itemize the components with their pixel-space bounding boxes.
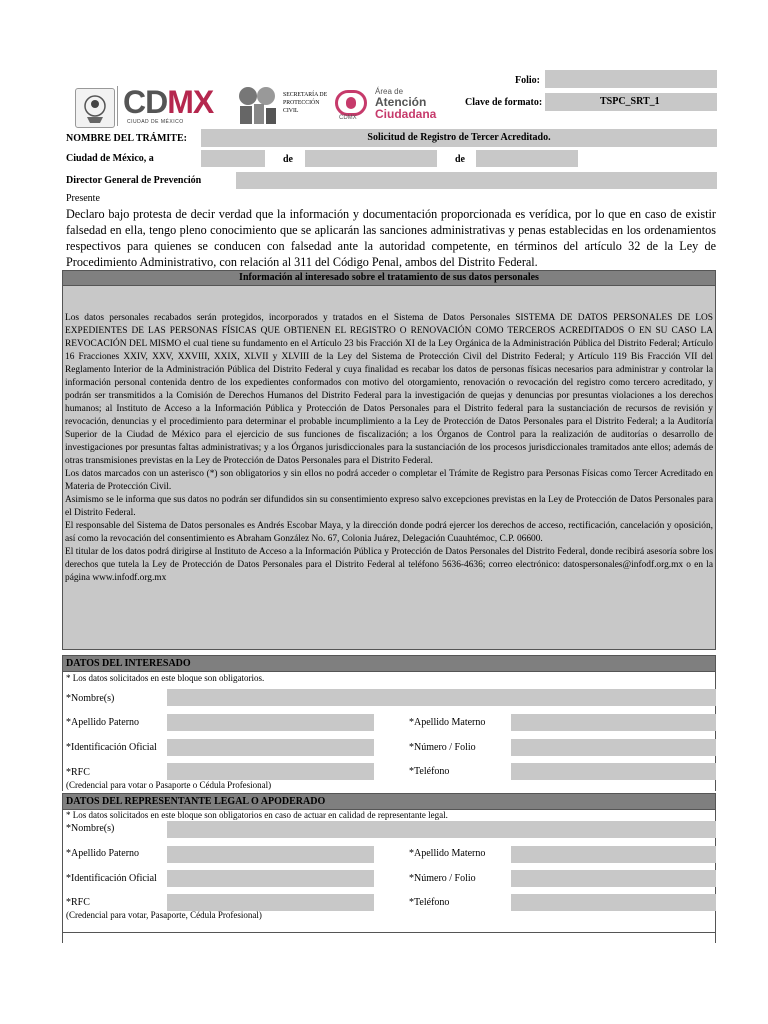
interesado-credencial-note: (Credencial para votar o Pasaporte o Cédula Profesional) [66,780,272,790]
interesado-paterno-label: *Apellido Paterno [66,717,140,728]
presente-label: Presente [66,193,100,204]
fecha-anio-field[interactable] [476,150,578,167]
folio-label: Folio: [515,75,540,86]
interesado-rfc-label: *RFC [66,767,90,778]
info-box-title: Información al interesado sobre el tratamiento de sus datos personales [63,271,715,286]
coat-of-arms-icon [75,88,115,128]
interesado-materno-label: *Apellido Materno [409,717,486,728]
secretaria-label: SECRETARÍA DE PROTECCIÓN CIVIL [283,92,328,114]
representante-materno-field[interactable] [511,846,716,863]
cdmx-wordmark: CDMX [123,84,214,120]
proteccion-civil-logo [236,86,280,126]
interesado-telefono-label: *Teléfono [409,766,450,777]
clave-formato-field: TSPC_SRT_1 [545,93,717,111]
director-field[interactable] [236,172,717,189]
representante-folio-field[interactable] [511,870,716,887]
ciudad-label: Ciudad de México, a [66,153,154,164]
info-box [62,270,716,650]
representante-rfc-field[interactable] [167,894,374,911]
info-box-body [63,286,715,585]
logo-cdmx [75,84,235,128]
interesado-folio-field[interactable] [511,739,716,756]
director-label: Director General de Prevención [66,175,202,186]
representante-paterno-label: *Apellido Paterno [66,848,140,859]
fecha-de-2: de [455,154,465,165]
representante-identificacion-label: *Identificación Oficial [66,873,157,884]
representante-telefono-field[interactable] [511,894,716,911]
fecha-de-1: de [283,154,293,165]
info-paragraph-4: El responsable del Sistema de Datos personales es Andrés Escobar Maya, y la dirección donde podrá ejercer los derechos de acceso, rectificación, cancelación y oposición, así como la revocación del consentimiento es Abraham González No. 67, Colonia Juárez, Delegación Cuauhtémoc, C.P. 06600. [65,521,713,544]
info-paragraph-1: Los datos personales recabados serán protegidos, incorporados y tratados en el Sistema de Datos Personales SISTEMA DE DATOS PERSONALES DE LOS EXPEDIENTES DE LAS PERSONAS FÍSICAS QUE OBTIENEN EL REGISTRO O RENOVACIÓN COMO TERCEROS ACREDITADOS O EN SU CASO LA REVOCACIÓN DEL MISMO el cual tiene su fundamento en el Artículo 23 bis Fracción XI de la Ley Orgánica de la Administración Pública del Distrito Federal; Artículo 16 Fracciones XXIV, XXV, XXVIII, XXIX, XLVII y XLVIII de la Ley del Sistema de Protección Civil del Distrito Federal; y Artículo 119 Bis Fracción VII del Reglamento Interior de la Administración Pública del Distrito Federal y cuya finalidad es recabar los datos de personas físicas necesarios para administrar y controlar la información personal contenida dentro de los expedientes conformados con motivo del otorgamiento, renovación o revocación del registro como tercero acreditado, y podrán ser transmitidos a la Comisión de Derechos Humanos del Distrito Federal para la investigación de quejas y denuncias por presuntas violaciones a los derechos humanos; al Instituto de Acceso a la Información Pública y Protección de Datos Personales para el Distrito federal para la sustanciación de recursos de revisión y revocación, denuncias y el procedimiento para determinar el probable incumplimiento a la Ley de Protección de Datos Personales para el Distrito Federal; a la Auditoría Superior de la Ciudad de México para el ejercicio de sus funciones de fiscalización; a los Órganos de Control para la realización de auditorías o desarrollo de investigaciones por presuntas faltas administrativas; y a los Órganos jurisdiccionales para la sustanciación de los procesos jurisdiccionales tramitados ante ellos; además de otras transmisiones previstas en la Ley de Protección de Datos Personales para el Distrito Federal. [65,313,713,466]
representante-note: * Los datos solicitados en este bloque son obligatorios en caso de actuar en calidad de representante legal. [66,810,448,820]
area-atencion-logo: CDMX Área de Atención Ciudadana [335,88,445,124]
interesado-telefono-field[interactable] [511,763,716,780]
interesado-rfc-field[interactable] [167,763,374,780]
representante-identificacion-field[interactable] [167,870,374,887]
area-atencion-icon [335,90,367,116]
interesado-folio-label: *Número / Folio [409,742,476,753]
folio-field[interactable] [545,70,717,88]
representante-section [62,793,716,933]
tramite-label: NOMBRE DEL TRÁMITE: [66,133,187,144]
interesado-section [62,655,716,791]
cdmx-subtitle: CIUDAD DE MÉXICO [127,119,184,125]
interesado-identificacion-label: *Identificación Oficial [66,742,157,753]
representante-folio-label: *Número / Folio [409,873,476,884]
bottom-border-right [715,933,716,943]
interesado-note: * Los datos solicitados en este bloque son obligatorios. [66,673,265,683]
representante-credencial-note: (Credencial para votar, Pasaporte, Cédula Profesional) [66,910,262,920]
representante-materno-label: *Apellido Materno [409,848,486,859]
bottom-border-left [62,933,63,943]
interesado-materno-field[interactable] [511,714,716,731]
fecha-dia-field[interactable] [201,150,265,167]
declaracion-text: Declaro bajo protesta de decir verdad que la información y documentación proporcionada es verídica, por lo que en caso de existir falsedad en ella, tengo pleno conocimiento que se aplicarán las sanciones administrativas y penas establecidas en los ordenamientos respectivos para quienes se conducen con falsedad ante la autoridad competente, en términos del artículo 32 de la Ley de Procedimiento Administrativo, con relación al 311 del Código Penal, ambos del Distrito Federal. [66,207,716,269]
representante-paterno-field[interactable] [167,846,374,863]
interesado-nombre-field[interactable] [167,689,716,706]
fecha-mes-field[interactable] [305,150,437,167]
tramite-field: Solicitud de Registro de Tercer Acreditado. [201,129,717,147]
interesado-title: DATOS DEL INTERESADO [62,655,716,672]
interesado-paterno-field[interactable] [167,714,374,731]
clave-formato-label: Clave de formato: [465,97,543,108]
info-paragraph-2: Los datos marcados con un asterisco (*) son obligatorios y sin ellos no podrá acceder o completar el Trámite de Registro para Personas Físicas como Tercer Acreditado en Materia de Protección Civil. [65,469,713,492]
representante-nombre-label: *Nombre(s) [66,823,115,834]
interesado-identificacion-field[interactable] [167,739,374,756]
representante-rfc-label: *RFC [66,897,90,908]
info-paragraph-5: El titular de los datos podrá dirigirse al Instituto de Acceso a la Información Pública y Protección de Datos Personales del Distrito Federal, donde recibirá asesoría sobre los derechos que tutela la Ley de Protección de Datos Personales para el Distrito Federal al teléfono 5636-4636; correo electrónico: datospersonales@infodf.org.mx o en la página www.infodf.org.mx [65,547,713,583]
representante-nombre-field[interactable] [167,821,716,838]
interesado-nombre-label: *Nombre(s) [66,693,115,704]
representante-title: DATOS DEL REPRESENTANTE LEGAL O APODERADO [62,793,716,810]
info-paragraph-3: Asimismo se le informa que sus datos no podrán ser difundidos sin su consentimiento expreso salvo excepciones previstas en la Ley de Protección de Datos Personales para el Distrito Federal. [65,495,713,518]
representante-telefono-label: *Teléfono [409,897,450,908]
